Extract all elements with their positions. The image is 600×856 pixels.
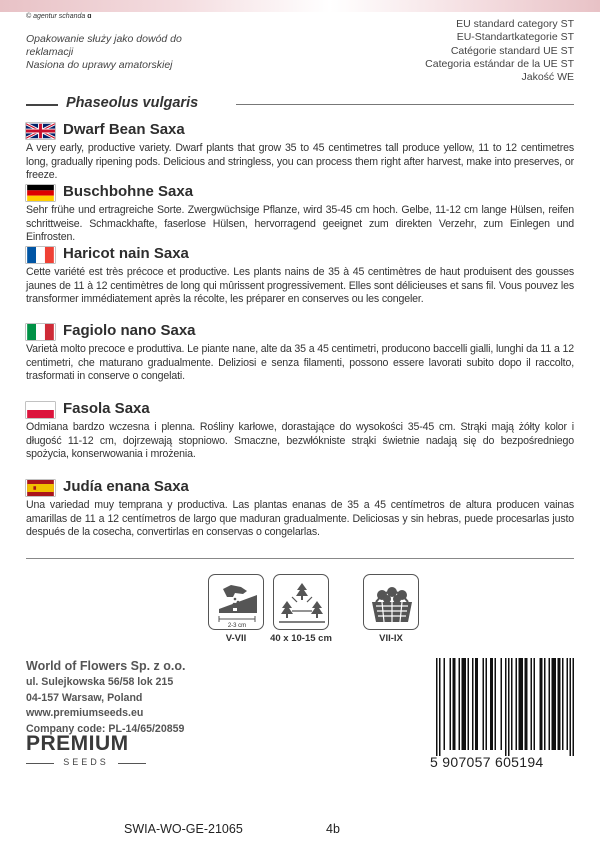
section-italian (26, 322, 574, 384)
section-polish (26, 400, 574, 462)
barcode-bar (462, 658, 467, 750)
latin-dash (26, 104, 58, 106)
section-body: Odmiana bardzo wczesna i plenna. Rośliny karłowe, dorastające do wysokości 35-45 cm. Strąki mają żółty kolor i długość 11-12 cm, dojrzewają stopniowo. Smaczne, bezwłókniste strąki świetnie nadają się do bezpośredniego spożycia, konserwowania i mrożenia. (26, 421, 574, 461)
barcode-bar (531, 658, 533, 750)
section-title: Dwarf Bean Saxa (63, 121, 185, 138)
section-title: Judía enana Saxa (63, 478, 189, 495)
company-info (26, 658, 266, 737)
barcode-bar (558, 658, 561, 750)
barcode-bar (534, 658, 536, 750)
harvest-basket-icon (363, 574, 419, 630)
product-code: SWIA-WO-GE-21065 (124, 822, 243, 836)
company-name: World of Flowers Sp. z o.o. (26, 659, 186, 673)
page-marker: 4b (326, 822, 340, 836)
spacing-value: 40 x 10-15 cm (270, 633, 332, 644)
brand-premium: PREMIUM (26, 732, 129, 755)
brand-seeds: SEEDS (63, 757, 109, 767)
barcode-bar (544, 658, 546, 750)
section-title: Haricot nain Saxa (63, 245, 189, 262)
barcode-bar (525, 658, 528, 750)
barcode-bar (444, 658, 446, 750)
poland-flag-icon (26, 402, 55, 418)
latin-rule (236, 104, 574, 105)
section-title: Fasola Saxa (63, 400, 150, 417)
harvest-months: VII-IX (379, 633, 403, 644)
sowing-depth-text: 2-3 cm (227, 623, 247, 629)
content-divider (26, 558, 574, 559)
section-body: A very early, productive variety. Dwarf plants that grow 35 to 45 centimetres tall produce yellow, 11 to 12 centimetres long, gradually ripening pods. Delicious and stringless, you can process them right after harvest, make into preserves, or freeze. (26, 142, 574, 182)
france-flag-icon (26, 247, 55, 263)
amateur-note: Nasiona do uprawy amatorskiej (26, 59, 173, 71)
category-es: Categoria estándar de la UE ST (425, 57, 574, 70)
company-code: Company code: PL-14/65/20859 (26, 722, 185, 735)
section-spanish (26, 478, 574, 540)
barcode-bar (516, 658, 518, 750)
credit-text: agentur schanda (33, 13, 86, 20)
barcode-bar (501, 658, 503, 750)
barcode-bar (472, 658, 474, 750)
top-color-band (0, 0, 600, 12)
section-french (26, 245, 574, 307)
sowing-icon (208, 574, 264, 630)
barcode-bar (567, 658, 569, 750)
barcode-bar (450, 658, 452, 750)
company-website: www.premiumseeds.eu (26, 707, 144, 719)
italy-flag-icon (26, 324, 55, 340)
barcode-bar (459, 658, 461, 750)
barcode-bar (475, 658, 478, 750)
barcode-bar (453, 658, 456, 750)
barcode-bar (486, 658, 488, 750)
barcode-bar (562, 658, 564, 750)
category-en: EU standard category ST (456, 18, 574, 30)
sowing-months: V-VII (225, 633, 247, 644)
barcode-bar (490, 658, 493, 750)
section-title: Buschbohne Saxa (63, 183, 194, 200)
section-body: Una variedad muy temprana y productiva. Las plantas enanas de 35 a 45 centímetros de altura producen vainas amarillas de 11 a 12 centímetros de largo que maduran gradualmente. Deliciosas y sin hebras, puede procesarlas justo después de la cosecha, convertirlas en conservas o congelarlas. (26, 499, 574, 539)
section-body: Sehr frühe und ertragreiche Sorte. Zwergwüchsige Pflanze, wird 35-45 cm hoch. Gelbe, 11-12 cm lange Hülsen, reifen schrittweise. Schmackhafte, faserlose Hülsen, hervorragend geeignet zum direkten Verzehr, zum Einlegen und Einfrosten. (26, 204, 574, 244)
barcode-bar (552, 658, 557, 750)
standard-category (354, 18, 574, 84)
spacing-icon (273, 574, 329, 630)
barcode-bar (436, 658, 438, 756)
company-city: 04-157 Warsaw, Poland (26, 691, 143, 704)
barcode-bar (483, 658, 485, 750)
barcode-bar (519, 658, 524, 750)
uk-flag-icon (26, 123, 55, 139)
barcode-bar (495, 658, 497, 750)
section-body: Cette variété est très précoce et productive. Les plants nains de 35 à 45 centimètres de haut produisent des gousses jaunes de 11 à 12 centimètres de long qui mûrissent progressivement. Elles sont délicieuses et sans fil. Vous pouvez les transformer immédiatement après la récolte, les préparer en conserves ou les congeler. (26, 266, 574, 306)
credit-logo-icon: ɑ (87, 13, 92, 20)
barcode-bar (549, 658, 551, 750)
barcode-bar (511, 658, 513, 750)
section-english (26, 121, 574, 183)
complaint-note: Opakowanie służy jako dowód do reklamacji (26, 33, 182, 58)
latin-name: Phaseolus vulgaris (66, 95, 199, 111)
barcode-bar (508, 658, 510, 756)
category-fr: Catégorie standard UE ST (450, 44, 574, 57)
germany-flag-icon (26, 185, 55, 201)
brand-logo (26, 733, 146, 770)
barcode-bar (439, 658, 441, 756)
section-body: Varietà molto precoce e produttiva. Le piante nane, alte da 35 a 45 centimetri, producono baccelli gialli, lunghi da 11 a 12 centimetri, che maturano gradualmente. Deliziosi e senza filamenti, possono essere lavorati subito dopo il raccolto, trasformati in conserve o congelati. (26, 343, 574, 383)
barcode-bar (468, 658, 470, 750)
barcode-bar (505, 658, 507, 756)
left-notes (26, 33, 196, 72)
category-pl: Jakość WE (521, 71, 574, 84)
spain-flag-icon (26, 480, 55, 496)
barcode-bar (573, 658, 575, 756)
photo-credit: © agentur schanda ɑ (26, 13, 92, 20)
latin-name-row (26, 95, 574, 113)
company-street: ul. Sulejkowska 56/58 lok 215 (26, 676, 174, 688)
barcode-icon (436, 658, 574, 756)
barcode-number: 5 907057 605194 (430, 754, 544, 770)
category-de: EU-Standartkategorie ST (456, 31, 574, 44)
barcode-bar (570, 658, 572, 756)
section-german (26, 183, 574, 245)
barcode-bar (540, 658, 543, 750)
section-title: Fagiolo nano Saxa (63, 322, 196, 339)
